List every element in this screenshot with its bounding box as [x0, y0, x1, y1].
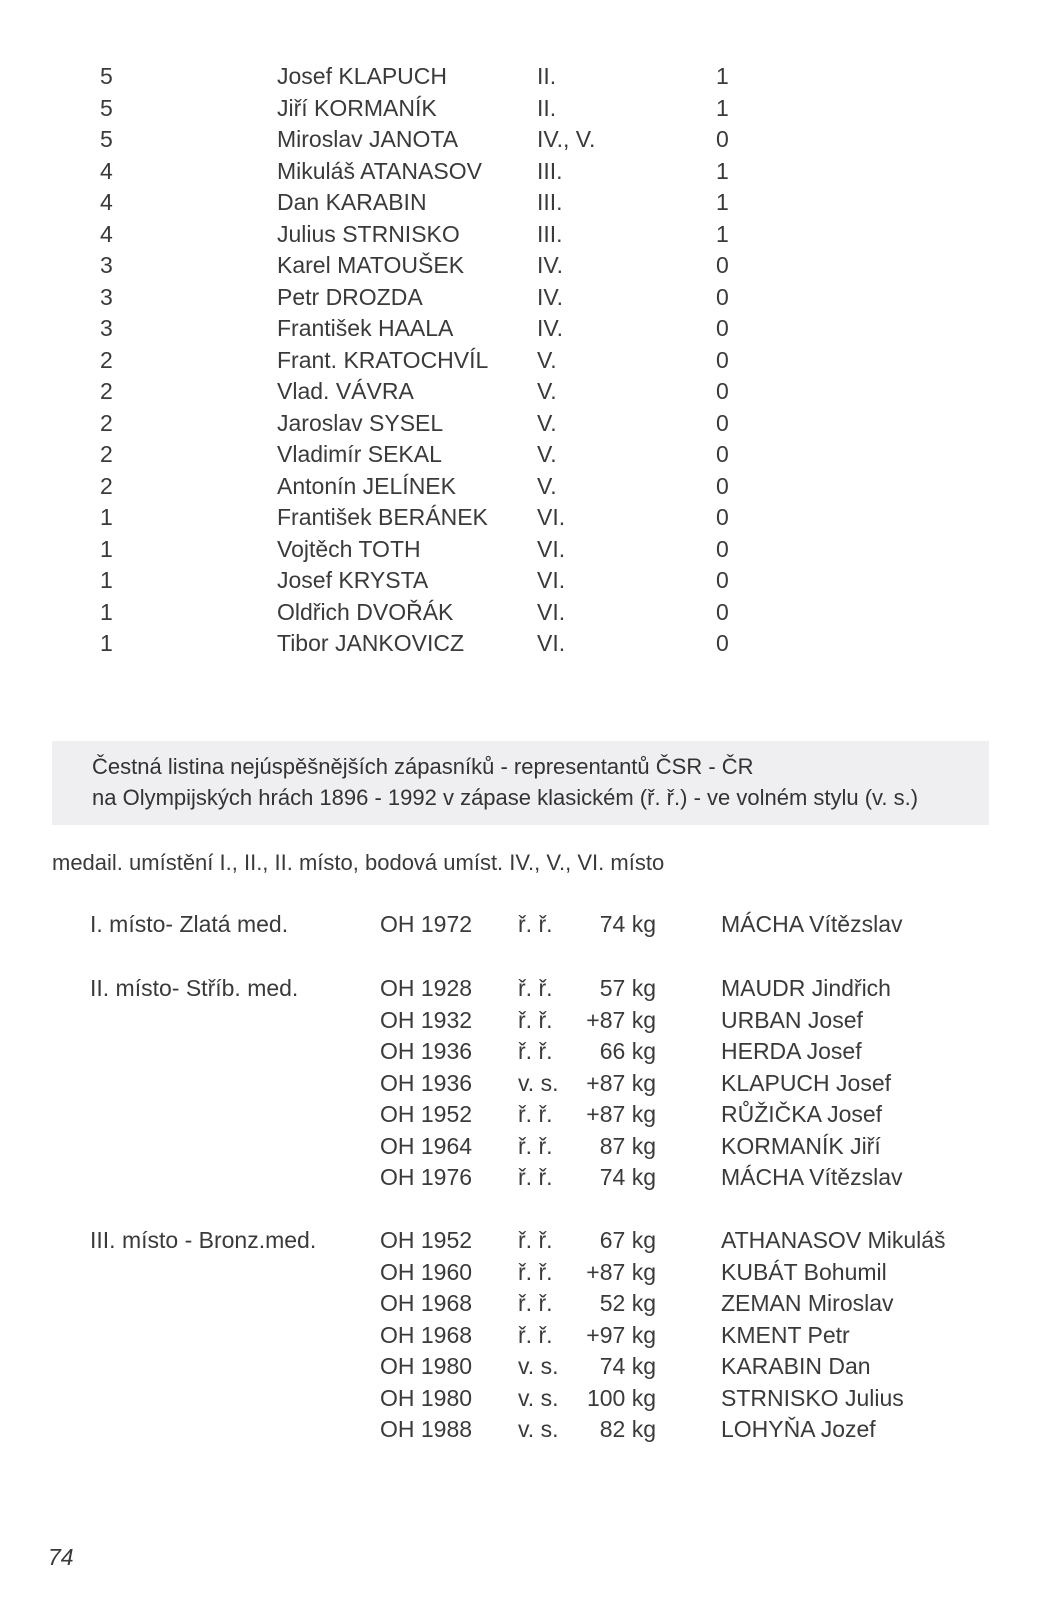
ranking-medals: 0	[716, 441, 729, 467]
medal-style: ř. ř.	[518, 1164, 553, 1190]
ranking-medals: 0	[716, 315, 729, 341]
medal-row	[0, 1320, 1062, 1352]
ranking-medals: 0	[716, 346, 729, 373]
ranking-medals: 0	[716, 126, 729, 152]
ranking-name: Karel MATOUŠEK	[277, 252, 465, 278]
medal-style: ř. ř.	[518, 1132, 553, 1159]
ranking-name: František BERÁNEK	[277, 504, 488, 530]
ranking-medals: 0	[716, 283, 729, 310]
ranking-name: Oldřich DVOŘÁK	[277, 598, 454, 625]
medal-weight: +87 kg	[586, 1069, 656, 1096]
ranking-name: Jaroslav SYSEL	[277, 409, 444, 436]
ranking-row	[0, 313, 1062, 345]
medal-wrestler: KARABIN Dan	[721, 1353, 871, 1379]
medal-wrestler: KMENT Petr	[721, 1321, 850, 1348]
ranking-place: VI.	[537, 630, 566, 656]
ranking-name: Dan KARABIN	[277, 189, 427, 215]
medal-style: ř. ř.	[518, 1101, 553, 1127]
medal-weight: +87 kg	[586, 1101, 656, 1127]
medal-row	[0, 973, 1062, 1005]
ranking-name: Julius STRNISKO	[277, 220, 460, 247]
ranking-row	[0, 565, 1062, 597]
medal-row	[0, 1351, 1062, 1383]
medal-wrestler: MÁCHA Vítězslav	[721, 1164, 903, 1190]
medal-games: OH 1964	[380, 1132, 473, 1159]
ranking-points: 3	[100, 283, 113, 310]
medal-style: ř. ř.	[518, 1227, 553, 1253]
ranking-place: IV.	[537, 252, 564, 278]
medal-weight: 100 kg	[586, 1384, 656, 1411]
medal-weight: +87 kg	[586, 1006, 656, 1033]
medal-games: OH 1976	[380, 1164, 473, 1190]
ranking-medals: 1	[716, 94, 729, 121]
ranking-points: 2	[100, 472, 113, 499]
ranking-row	[0, 408, 1062, 440]
medal-style: ř. ř.	[518, 1258, 553, 1285]
ranking-points: 1	[100, 535, 113, 562]
group-label: III. místo - Bronz.med.	[90, 1227, 317, 1253]
medal-style: v. s.	[518, 1416, 559, 1442]
ranking-points: 4	[100, 157, 113, 184]
silver-medal-group	[0, 973, 1062, 1194]
ranking-points: 4	[100, 189, 113, 215]
medal-weight: 57 kg	[599, 975, 656, 1001]
medal-games: OH 1980	[380, 1353, 473, 1379]
group-label: II. místo- Stříb. med.	[90, 975, 299, 1001]
ranking-points: 3	[100, 252, 113, 278]
ranking-medals: 1	[716, 189, 729, 215]
medal-row	[0, 1005, 1062, 1037]
ranking-medals: 1	[716, 220, 729, 247]
medal-weight: 67 kg	[599, 1227, 656, 1253]
medal-row	[0, 909, 1062, 941]
ranking-name: Frant. KRATOCHVÍL	[277, 346, 489, 373]
ranking-points: 2	[100, 346, 113, 373]
ranking-place: V.	[537, 346, 557, 373]
ranking-place: II.	[537, 63, 557, 89]
ranking-place: II.	[537, 94, 557, 121]
ranking-medals: 0	[716, 567, 729, 593]
medal-row	[0, 1414, 1062, 1446]
medal-wrestler: MÁCHA Vítězslav	[721, 911, 903, 937]
medal-style: ř. ř.	[518, 1006, 553, 1033]
ranking-row	[0, 376, 1062, 408]
medal-row	[0, 1257, 1062, 1289]
medal-weight: 87 kg	[599, 1132, 656, 1159]
medal-style: v. s.	[518, 1069, 559, 1096]
heading-line-2: na Olympijských hrách 1896 - 1992 v zápase klasickém (ř. ř.) - ve volném stylu (v. s.)	[92, 785, 919, 810]
ranking-points: 1	[100, 630, 113, 656]
medal-row	[0, 1225, 1062, 1257]
medal-wrestler: ZEMAN Miroslav	[721, 1290, 894, 1316]
ranking-place: III.	[537, 220, 563, 247]
ranking-name: Petr DROZDA	[277, 283, 423, 310]
ranking-list	[0, 61, 1062, 660]
medal-row	[0, 1099, 1062, 1131]
ranking-row	[0, 439, 1062, 471]
ranking-medals: 1	[716, 157, 729, 184]
ranking-place: VI.	[537, 504, 566, 530]
medal-row	[0, 1162, 1062, 1194]
ranking-place: IV.	[537, 283, 564, 310]
ranking-points: 4	[100, 220, 113, 247]
group-label: I. místo- Zlatá med.	[90, 911, 289, 937]
medal-style: ř. ř.	[518, 1290, 553, 1316]
ranking-medals: 0	[716, 252, 729, 278]
ranking-name: Antonín JELÍNEK	[277, 472, 456, 499]
ranking-place: VI.	[537, 598, 566, 625]
ranking-points: 1	[100, 504, 113, 530]
ranking-name: František HAALA	[277, 315, 454, 341]
medal-wrestler: KUBÁT Bohumil	[721, 1258, 887, 1285]
ranking-row	[0, 156, 1062, 188]
medal-wrestler: RŮŽIČKA Josef	[721, 1101, 883, 1127]
medal-weight: 82 kg	[599, 1416, 656, 1442]
medal-games: OH 1952	[380, 1101, 473, 1127]
bronze-medal-group	[0, 1225, 1062, 1446]
medal-games: OH 1936	[380, 1069, 473, 1096]
ranking-name: Mikuláš ATANASOV	[277, 157, 482, 184]
ranking-place: VI.	[537, 567, 566, 593]
medal-row	[0, 1288, 1062, 1320]
medal-games: OH 1960	[380, 1258, 473, 1285]
ranking-medals: 0	[716, 598, 729, 625]
ranking-row	[0, 597, 1062, 629]
medal-games: OH 1932	[380, 1006, 473, 1033]
medal-wrestler: URBAN Josef	[721, 1006, 863, 1033]
ranking-name: Vladimír SEKAL	[277, 441, 442, 467]
ranking-place: V.	[537, 378, 557, 404]
ranking-place: VI.	[537, 535, 566, 562]
medal-weight: 74 kg	[599, 1353, 656, 1379]
medal-weight: 74 kg	[599, 911, 656, 937]
ranking-row	[0, 282, 1062, 314]
ranking-name: Miroslav JANOTA	[277, 126, 459, 152]
medal-row	[0, 1068, 1062, 1100]
ranking-name: Vlad. VÁVRA	[277, 378, 414, 404]
ranking-name: Vojtěch TOTH	[277, 535, 421, 562]
ranking-name: Josef KLAPUCH	[277, 63, 448, 89]
medal-games: OH 1972	[380, 911, 473, 937]
ranking-points: 2	[100, 441, 113, 467]
medal-style: v. s.	[518, 1353, 559, 1379]
ranking-row	[0, 61, 1062, 93]
ranking-name: Josef KRYSTA	[277, 567, 429, 593]
medal-games: OH 1936	[380, 1038, 473, 1064]
ranking-row	[0, 502, 1062, 534]
ranking-name: Jiří KORMANÍK	[277, 94, 437, 121]
medal-games: OH 1968	[380, 1321, 473, 1348]
gold-medal-group	[0, 909, 1062, 941]
medal-weight: 52 kg	[599, 1290, 656, 1316]
placement-legend: medail. umístění I., II., II. místo, bodová umíst. IV., V., VI. místo	[52, 850, 665, 875]
ranking-row	[0, 124, 1062, 156]
ranking-row	[0, 93, 1062, 125]
medal-row	[0, 1383, 1062, 1415]
medal-games: OH 1980	[380, 1384, 473, 1411]
medal-wrestler: LOHYŇA Jozef	[721, 1416, 876, 1442]
ranking-place: IV.	[537, 315, 564, 341]
ranking-points: 2	[100, 409, 113, 436]
ranking-points: 1	[100, 567, 113, 593]
ranking-row	[0, 250, 1062, 282]
ranking-medals: 0	[716, 472, 729, 499]
page-number: 74	[48, 1544, 74, 1570]
ranking-medals: 0	[716, 630, 729, 656]
medal-style: ř. ř.	[518, 975, 553, 1001]
medal-games: OH 1988	[380, 1416, 473, 1442]
medal-style: ř. ř.	[518, 1321, 553, 1348]
medal-games: OH 1928	[380, 975, 473, 1001]
medal-weight: +97 kg	[586, 1321, 656, 1348]
medal-wrestler: KORMANÍK Jiří	[721, 1132, 881, 1159]
ranking-place: V.	[537, 409, 557, 436]
ranking-medals: 1	[716, 63, 729, 89]
honor-list-heading	[52, 741, 989, 825]
ranking-points: 5	[100, 63, 113, 89]
ranking-row	[0, 345, 1062, 377]
medal-wrestler: MAUDR Jindřich	[721, 975, 891, 1001]
ranking-row	[0, 534, 1062, 566]
medal-style: ř. ř.	[518, 911, 553, 937]
ranking-medals: 0	[716, 535, 729, 562]
ranking-row	[0, 219, 1062, 251]
ranking-points: 2	[100, 378, 113, 404]
ranking-medals: 0	[716, 378, 729, 404]
medal-games: OH 1968	[380, 1290, 473, 1316]
medal-weight: 66 kg	[599, 1038, 656, 1064]
ranking-place: III.	[537, 157, 563, 184]
medal-style: v. s.	[518, 1384, 559, 1411]
medal-wrestler: HERDA Josef	[721, 1038, 862, 1064]
ranking-points: 3	[100, 315, 113, 341]
medal-row	[0, 1036, 1062, 1068]
medal-games: OH 1952	[380, 1227, 473, 1253]
ranking-row	[0, 187, 1062, 219]
ranking-points: 1	[100, 598, 113, 625]
ranking-points: 5	[100, 126, 113, 152]
ranking-medals: 0	[716, 504, 729, 530]
heading-line-1: Čestná listina nejúspěšnějších zápasníků - representantů ČSR - ČR	[92, 754, 754, 779]
ranking-row	[0, 471, 1062, 503]
medal-style: ř. ř.	[518, 1038, 553, 1064]
medal-wrestler: KLAPUCH Josef	[721, 1069, 892, 1096]
ranking-medals: 0	[716, 409, 729, 436]
ranking-name: Tibor JANKOVICZ	[277, 630, 465, 656]
medal-wrestler: ATHANASOV Mikuláš	[721, 1227, 946, 1253]
ranking-place: III.	[537, 189, 563, 215]
ranking-place: V.	[537, 472, 557, 499]
medal-weight: 74 kg	[599, 1164, 656, 1190]
medal-row	[0, 1131, 1062, 1163]
ranking-place: IV., V.	[537, 126, 596, 152]
ranking-place: V.	[537, 441, 557, 467]
medal-wrestler: STRNISKO Julius	[721, 1384, 904, 1411]
ranking-row	[0, 628, 1062, 660]
medal-weight: +87 kg	[586, 1258, 656, 1285]
ranking-points: 5	[100, 94, 113, 121]
